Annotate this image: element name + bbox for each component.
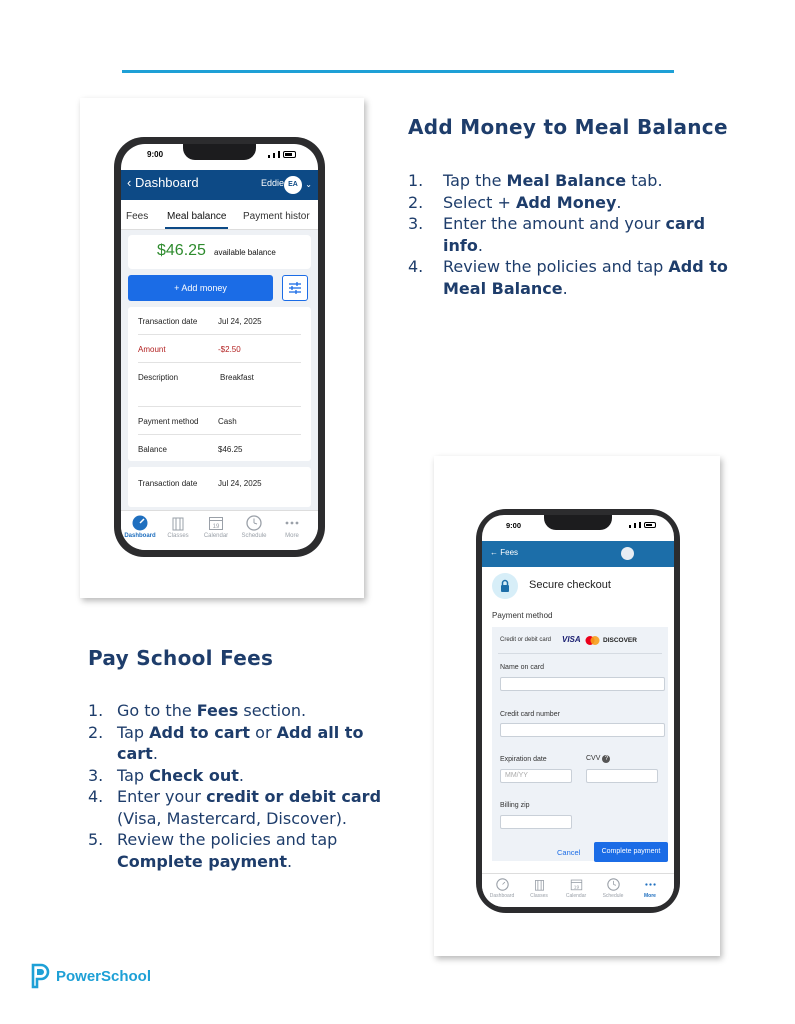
calendar-day: 19 xyxy=(212,524,220,530)
name-on-card-input[interactable] xyxy=(500,677,665,691)
phone-screen xyxy=(121,144,318,550)
step-emphasis: Add to Meal Balance xyxy=(443,257,728,298)
step-text: Review the policies and tap xyxy=(443,257,669,276)
step-item xyxy=(408,256,748,299)
phone-frame xyxy=(114,137,325,557)
tab-payment-history[interactable]: Payment histor xyxy=(243,211,310,222)
tab-label: Schedule xyxy=(241,533,267,539)
balance-amount: $46.25 xyxy=(157,242,206,259)
tab-meal-balance[interactable]: Meal balance xyxy=(167,211,227,222)
section-title-add-money: Add Money to Meal Balance xyxy=(408,115,728,139)
calendar-day: 19 xyxy=(573,885,579,891)
step-item xyxy=(88,786,408,829)
tab-fees[interactable]: Fees xyxy=(126,211,149,222)
payment-method-label: Payment method xyxy=(492,611,553,620)
active-tab-indicator xyxy=(165,227,228,229)
mastercard-logo xyxy=(585,636,600,645)
tab-calendar[interactable] xyxy=(197,515,235,539)
phone-notch xyxy=(183,144,256,160)
step-number: 1. xyxy=(408,171,424,190)
step-emphasis: Check out xyxy=(149,765,239,785)
divider xyxy=(498,653,662,654)
complete-payment-button[interactable]: Complete payment xyxy=(594,842,668,862)
app-header xyxy=(121,170,318,200)
top-accent-rule xyxy=(122,70,674,73)
powerschool-wordmark: PowerSchool xyxy=(56,967,152,985)
step-emphasis: card info xyxy=(443,214,706,255)
step-item xyxy=(408,192,748,214)
tab-label: Classes xyxy=(167,533,189,539)
tab-more[interactable] xyxy=(632,878,668,899)
powerschool-mark-icon xyxy=(30,963,52,989)
row-key: Transaction date xyxy=(138,479,198,488)
step-text: Enter the amount and your xyxy=(443,214,666,233)
tab-schedule[interactable] xyxy=(595,878,631,899)
row-key: Payment method xyxy=(138,417,199,426)
more-icon xyxy=(284,515,300,531)
pay-fees-steps xyxy=(88,700,408,872)
status-icons xyxy=(268,151,296,158)
cvv-input[interactable] xyxy=(586,769,658,783)
step-number: 1. xyxy=(88,701,104,720)
back-to-fees[interactable]: ← Fees xyxy=(490,548,519,557)
step-text: Go to the xyxy=(117,701,197,720)
row-key: Amount xyxy=(138,345,166,354)
filter-icon[interactable] xyxy=(282,275,308,301)
avatar[interactable] xyxy=(621,547,634,560)
step-text: section. xyxy=(238,701,307,720)
user-name: Eddie xyxy=(260,178,284,188)
tab-label: Calendar xyxy=(203,533,229,539)
back-label: Fees xyxy=(500,548,519,557)
bottom-tab-bar xyxy=(121,510,318,550)
expiration-input[interactable]: MM/YY xyxy=(500,769,572,783)
tab-label: Schedule xyxy=(602,893,624,899)
add-money-button[interactable]: + Add money xyxy=(128,275,273,301)
tab-bar-top xyxy=(121,200,318,230)
status-time: 9:00 xyxy=(506,521,522,530)
transaction-card[interactable] xyxy=(128,307,311,461)
step-item xyxy=(88,700,408,722)
cancel-button[interactable]: Cancel xyxy=(557,848,581,857)
card-number-label: Credit card number xyxy=(500,711,560,718)
step-text: . xyxy=(562,278,568,298)
row-value: Breakfast xyxy=(220,373,254,382)
step-emphasis: Add all to cart xyxy=(117,722,364,763)
cvv-label-text: CVV xyxy=(586,755,601,762)
status-time: 9:00 xyxy=(147,150,164,159)
checkout-screenshot-card xyxy=(434,456,720,956)
step-emphasis: Fees xyxy=(196,701,239,720)
page-title: Secure checkout xyxy=(529,579,611,591)
step-emphasis: Add to cart xyxy=(149,722,251,742)
avatar[interactable]: EA xyxy=(284,176,302,194)
step-item xyxy=(88,765,408,787)
step-emphasis: Meal Balance xyxy=(506,171,627,190)
schedule-icon xyxy=(246,515,262,531)
step-text: or xyxy=(250,722,277,742)
expiration-label: Expiration date xyxy=(500,756,547,763)
add-money-steps xyxy=(408,170,748,299)
balance-label: available balance xyxy=(214,248,276,257)
status-icons xyxy=(629,522,656,528)
row-key: Balance xyxy=(138,445,167,454)
billing-zip-label: Billing zip xyxy=(500,802,530,809)
step-item xyxy=(408,213,748,256)
app-header xyxy=(482,541,674,567)
lock-icon xyxy=(492,573,518,599)
step-number: 5. xyxy=(88,830,104,849)
transaction-row xyxy=(138,363,301,407)
step-text: Select + xyxy=(443,192,516,212)
step-number: 4. xyxy=(88,787,104,806)
chevron-down-icon[interactable]: ⌄ xyxy=(305,180,312,189)
section-title-pay-fees: Pay School Fees xyxy=(88,646,274,670)
classes-icon xyxy=(533,878,546,891)
tab-schedule[interactable] xyxy=(235,515,273,539)
step-number: 2. xyxy=(88,722,104,742)
dashboard-icon xyxy=(132,515,148,531)
step-number: 3. xyxy=(408,214,424,233)
card-form xyxy=(492,627,668,861)
step-number: 3. xyxy=(88,765,104,785)
transaction-row xyxy=(138,407,301,435)
row-key: Transaction date xyxy=(138,317,198,326)
transaction-row xyxy=(138,335,301,363)
balance-summary xyxy=(128,235,311,269)
step-text: . xyxy=(616,192,622,212)
step-item xyxy=(88,722,408,765)
phone-frame xyxy=(476,509,680,913)
bottom-tab-bar xyxy=(482,873,674,907)
step-text: . xyxy=(238,765,244,785)
step-text: Tap xyxy=(117,765,150,785)
step-emphasis: Complete payment xyxy=(117,851,288,871)
tab-label: Dashboard xyxy=(489,893,515,899)
back-to-dashboard[interactable]: ‹ Dashboard xyxy=(127,175,199,190)
step-text: . xyxy=(152,744,158,763)
card-number-input[interactable] xyxy=(500,723,665,737)
discover-logo: DISCOVER xyxy=(603,637,637,644)
step-item xyxy=(408,170,748,192)
tab-label: Calendar xyxy=(565,893,587,899)
step-text: . xyxy=(477,235,483,255)
tab-label: Dashboard xyxy=(124,533,156,539)
billing-zip-input[interactable] xyxy=(500,815,572,829)
tab-label: Classes xyxy=(530,893,548,899)
cvv-label xyxy=(586,755,610,763)
checkout-title-row xyxy=(482,567,674,603)
tab-label: More xyxy=(285,533,299,539)
row-value: -$2.50 xyxy=(218,345,241,354)
step-text: . xyxy=(287,851,293,871)
calendar-icon xyxy=(570,878,583,891)
phone-screen xyxy=(482,515,674,907)
step-number: 2. xyxy=(408,192,424,212)
step-number: 4. xyxy=(408,257,424,276)
transaction-row xyxy=(138,469,301,497)
row-value: Cash xyxy=(218,417,237,426)
tab-more[interactable] xyxy=(273,515,311,539)
row-value: $46.25 xyxy=(218,445,243,454)
tab-classes[interactable] xyxy=(159,515,197,539)
help-icon[interactable]: ? xyxy=(602,755,610,763)
step-emphasis: credit or debit card xyxy=(206,787,382,806)
meal-balance-content xyxy=(121,230,318,510)
transaction-row xyxy=(138,435,301,463)
tab-classes[interactable] xyxy=(521,878,557,899)
dashboard-icon xyxy=(496,878,509,891)
visa-logo: VISA xyxy=(562,635,581,644)
name-on-card-label: Name on card xyxy=(500,664,544,671)
step-text: (Visa, Mastercard, Discover). xyxy=(117,808,348,828)
back-label: Dashboard xyxy=(134,175,199,190)
card-type-label: Credit or debit card xyxy=(500,637,552,643)
tab-calendar[interactable] xyxy=(558,878,594,899)
step-item xyxy=(88,829,408,872)
tab-label: More xyxy=(644,893,656,899)
row-key: Description xyxy=(138,373,179,382)
meal-balance-screenshot-card xyxy=(80,98,364,598)
transaction-card[interactable] xyxy=(128,467,311,507)
step-emphasis: Add Money xyxy=(515,192,617,212)
calendar-icon xyxy=(208,515,224,531)
classes-icon xyxy=(170,515,186,531)
phone-notch xyxy=(544,515,612,530)
powerschool-logo xyxy=(30,963,151,989)
step-text: tab. xyxy=(626,171,663,190)
row-value: Jul 24, 2025 xyxy=(218,479,262,488)
step-text: Review the policies and tap xyxy=(117,830,338,849)
tab-dashboard[interactable] xyxy=(121,515,159,539)
tab-dashboard[interactable] xyxy=(484,878,520,899)
schedule-icon xyxy=(607,878,620,891)
step-text: Tap the xyxy=(443,171,507,190)
transaction-row xyxy=(138,307,301,335)
more-icon xyxy=(644,878,657,891)
step-text: Enter your xyxy=(117,787,207,806)
row-value: Jul 24, 2025 xyxy=(218,317,262,326)
step-text: Tap xyxy=(117,722,150,742)
